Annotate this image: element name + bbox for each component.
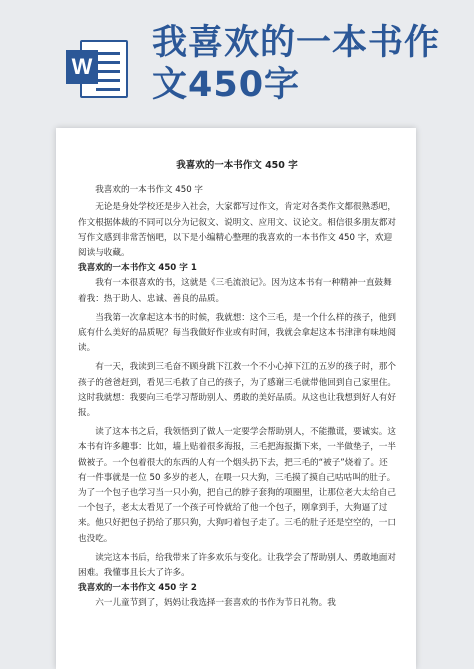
- paragraph-list: [78, 183, 396, 611]
- document-subtitle: 我喜欢的一本书作文 450 字: [95, 185, 203, 196]
- paragraph: 读完这本书后，给我带来了许多欢乐与变化。让我学会了帮助别人、勇敢地面对困难。我懂事且长大了许多。: [78, 552, 396, 579]
- page-title-line-2: 文450字: [152, 65, 301, 105]
- document-body: [78, 158, 396, 612]
- header-banner: [0, 0, 474, 120]
- paragraph: 有一天，我读到三毛奋不顾身跳下江救一个不小心掉下江的五岁的孩子时，那个孩子的爸爸赶到，看见三毛救了自己的孩子，为了感谢三毛就带他回到自己家里住。这时我就想：我要向三毛学习帮助别人、勇敢的美好品质。从这也让我想到好人有好报。: [78, 362, 396, 419]
- word-badge: W: [66, 50, 98, 84]
- word-document-icon: [66, 36, 128, 98]
- document-preview: [56, 128, 416, 669]
- paragraph: 无论是身处学校还是步入社会，大家都写过作文，肯定对各类作文都很熟悉吧，作文根据体裁的不同可以分为记叙文、说明文、应用文、议论文。相信很多朋友都对写作文感到非常苦恼吧，以下是小编精心整理的我喜欢的一本书作文 450 字，欢迎阅读与收藏。: [78, 202, 396, 259]
- paragraph: 当我第一次拿起这本书的时候，我就想：这个三毛，是一个什么样的孩子，他到底有什么美好的品质呢？每当我做好作业或有时间，我就会拿起这本书津津有味地阅读。: [78, 312, 396, 354]
- section-heading: 我喜欢的一本书作文 450 字 1: [78, 263, 197, 274]
- page-title: [152, 22, 462, 106]
- page-title-line-1: 我喜欢的一本书作: [152, 23, 441, 63]
- paragraph: 我有一本很喜欢的书，这就是《三毛流浪记》。因为这本书有一种精神一直鼓舞着我：热于助人、忠诚、善良的品质。: [78, 278, 392, 304]
- paragraph: 六一儿童节到了，妈妈让我选择一套喜欢的书作为节日礼物。我: [95, 598, 336, 609]
- document-title: 我喜欢的一本书作文 450 字: [176, 160, 298, 171]
- section-heading: 我喜欢的一本书作文 450 字 2: [78, 583, 197, 594]
- paragraph: 读了这本书之后，我领悟到了做人一定要学会帮助别人，不能撒谎，要诚实。这本书有许多趣事：比如，墙上贴着很多海报，三毛把海报撕下来，一半做垫子，一半做被子。一个包着很大的东西的人有一个烟头扔下去，把三毛的“被子”烧着了。还有一件事就是一位 50 多岁的老人，在喂一只大狗，三毛摸了摸自己咕咕叫的肚子。为了一个包子也学习当一只小狗，把自己的脖子套狗的项圈里，让那位老大太给自己一个包子，老太太看见了一个孩子可怜就给了他一个包子，刚拿到手，大狗逼了过来。他只好把包子扔给了那只狗，大狗叼着包子走了。三毛的肚子还是空空的，一口也没吃。: [78, 427, 396, 544]
